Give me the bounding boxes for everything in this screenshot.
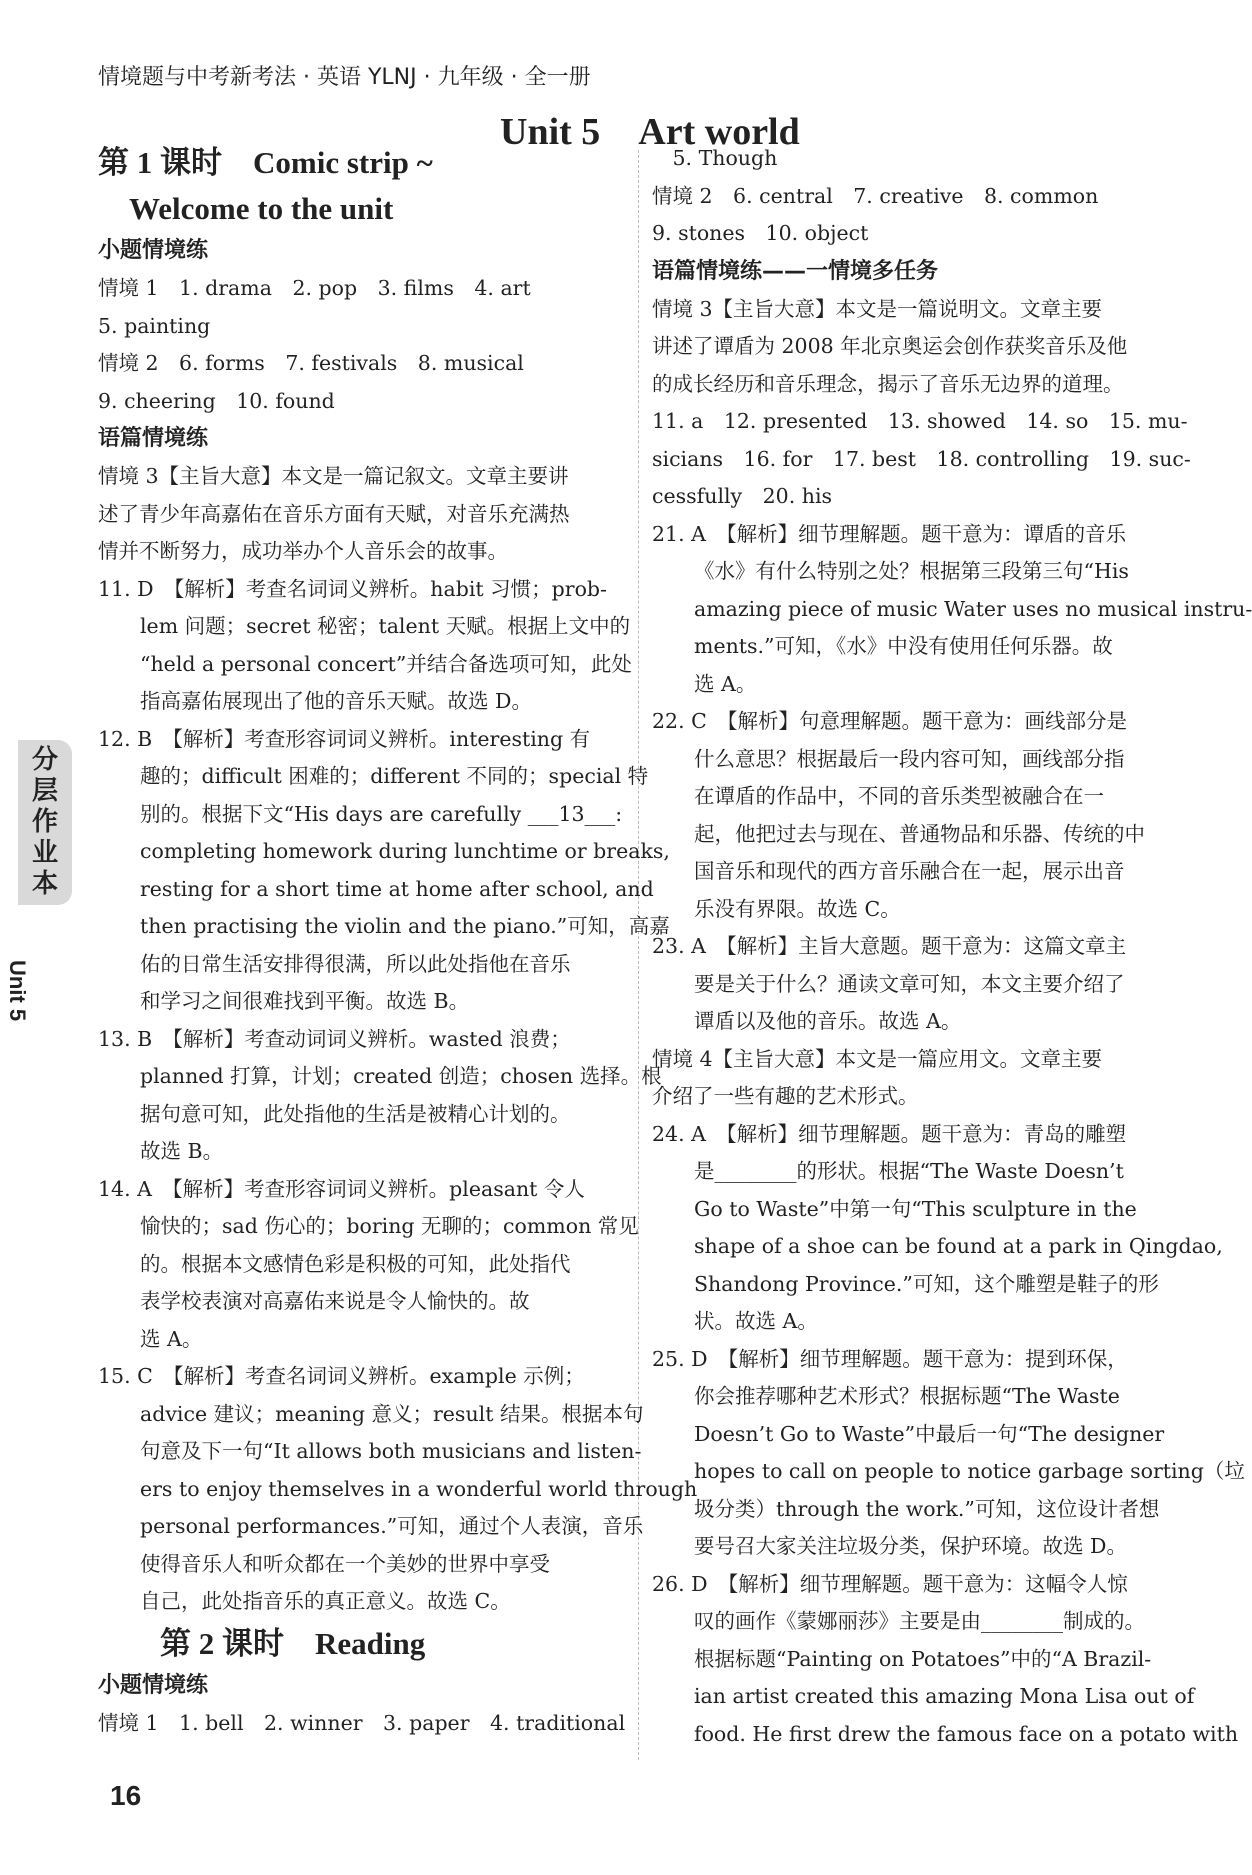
answer-line: planned 打算，计划；created 创造；chosen 选择。根	[140, 1064, 662, 1088]
answer-line: 讲述了谭盾为 2008 年北京奥运会创作获奖音乐及他	[652, 334, 1128, 358]
answer-line: 12. B 【解析】考查形容词词义辨析。interesting 有	[98, 726, 591, 751]
answer-line: 起，他把过去与现在、普通物品和乐器、传统的中	[694, 821, 1145, 846]
answer-line: 25. D 【解析】细节理解题。题干意为：提到环保，	[652, 1346, 1128, 1371]
lesson-heading: Welcome to the unit	[98, 191, 394, 226]
answer-line: 24. A 【解析】细节理解题。题干意为：青岛的雕塑	[652, 1121, 1127, 1146]
answer-line: 11. a 12. presented 13. showed 14. so 15. mu-	[652, 409, 1188, 433]
answer-line: “held a personal concert”并结合备选项可知，此处	[140, 651, 632, 676]
answer-line: 情境 3【主旨大意】本文是一篇说明文。文章主要	[652, 296, 1103, 321]
answer-line: 情境 1 1. bell 2. winner 3. paper 4. traditional	[98, 1710, 626, 1735]
answer-line: amazing piece of music Water uses no musical instru-	[694, 596, 1252, 621]
answer-line: 情境 4【主旨大意】本文是一篇应用文。文章主要	[652, 1046, 1103, 1071]
answer-line: 述了青少年高嘉佑在音乐方面有天赋，对音乐充满热	[98, 501, 570, 526]
answer-line: 佑的日常生活安排得很满，所以此处指他在音乐	[140, 951, 571, 976]
answer-line: 的。根据本文感情色彩是积极的可知，此处指代	[140, 1251, 571, 1276]
unit-title: Unit 5 Art world	[500, 111, 800, 153]
answer-line: 愉快的；sad 伤心的；boring 无聊的；common 常见	[140, 1214, 639, 1238]
side-unit-label: Unit 5	[5, 960, 30, 1022]
answer-line: 情并不断努力，成功举办个人音乐会的故事。	[98, 539, 508, 563]
answer-line: 情境 3【主旨大意】本文是一篇记叙文。文章主要讲	[98, 464, 569, 488]
answer-line: ers to enjoy themselves in a wonderful world through	[140, 1476, 698, 1501]
answer-line: Shandong Province.”可知，这个雕塑是鞋子的形	[694, 1271, 1159, 1296]
answer-line: 13. B 【解析】考查动词词义辨析。wasted 浪费；	[98, 1026, 571, 1051]
answer-line: Go to Waste”中第一句“This sculpture in the	[694, 1196, 1137, 1221]
left-column	[98, 140, 698, 1742]
answer-line: 要是关于什么？通读文章可知，本文主要介绍了	[694, 971, 1125, 996]
answer-line: 的成长经历和音乐理念，揭示了音乐无边界的道理。	[652, 371, 1124, 396]
side-tab-char: 业	[31, 838, 58, 868]
answer-line: hopes to call on people to notice garbage sorting（垃	[694, 1459, 1245, 1483]
answer-line: food. He first drew the famous face on a potato with	[694, 1721, 1239, 1746]
answer-line: 26. D 【解析】细节理解题。题干意为：这幅令人惊	[652, 1571, 1128, 1596]
answer-line: 你会推荐哪种艺术形式？根据标题“The Waste	[694, 1384, 1120, 1408]
section-heading: 小题情境练	[98, 1672, 209, 1698]
side-tab-char: 分	[31, 745, 58, 775]
side-tab-char: 层	[31, 776, 58, 806]
page-number: 16	[110, 1780, 142, 1811]
answer-line: 要号召大家关注垃圾分类，保护环境。故选 D。	[694, 1534, 1127, 1558]
answer-line: 句意及下一句“It allows both musicians and listen-	[140, 1439, 642, 1463]
answer-line: 叹的画作《蒙娜丽莎》主要是由________制成的。	[694, 1609, 1145, 1633]
lesson-heading: 第 1 课时 Comic strip ~	[98, 145, 433, 180]
answer-line: 据句意可知，此处指他的生活是被精心计划的。	[140, 1101, 571, 1126]
section-heading: 语篇情境练	[98, 426, 209, 451]
answer-line: 状。故选 A。	[694, 1309, 818, 1333]
answer-line: shape of a shoe can be found at a park in Qingdao,	[694, 1234, 1223, 1258]
answer-line: 5. Though	[652, 146, 778, 170]
answer-line: 别的。根据下文“His days are carefully ___13___:	[140, 801, 623, 826]
answer-line: completing homework during lunchtime or breaks,	[140, 839, 670, 863]
answer-line: 表学校表演对高嘉佑来说是令人愉快的。故	[140, 1289, 530, 1313]
answer-line: personal performances.”可知，通过个人表演，音乐	[140, 1514, 644, 1538]
side-tab-char: 作	[31, 807, 58, 837]
answer-line: 指高嘉佑展现出了他的音乐天赋。故选 D。	[140, 689, 532, 713]
answer-line: 趣的；difficult 困难的；different 不同的；special 特	[140, 764, 649, 788]
answer-line: 11. D 【解析】考查名词词义辨析。habit 习惯；prob-	[98, 576, 607, 601]
answer-line: sicians 16. for 17. best 18. controlling 19. suc-	[652, 446, 1191, 471]
answer-line: 是________的形状。根据“The Waste Doesn’t	[694, 1159, 1124, 1183]
answer-line: 国音乐和现代的西方音乐融合在一起，展示出音	[694, 859, 1125, 883]
running-header: 情境题与中考新考法 · 英语 YLNJ · 九年级 · 全一册	[98, 65, 591, 90]
answer-line: 情境 1 1. drama 2. pop 3. films 4. art	[98, 276, 531, 300]
answer-line: 故选 B。	[140, 1139, 224, 1163]
right-column	[652, 140, 1252, 1753]
answer-line: ian artist created this amazing Mona Lisa out of	[694, 1684, 1195, 1708]
answer-line: 在谭盾的作品中，不同的音乐类型被融合在一	[694, 784, 1104, 808]
answer-line: 介绍了一些有趣的艺术形式。	[652, 1084, 919, 1108]
answer-line: 根据标题“Painting on Potatoes”中的“A Brazil-	[694, 1646, 1152, 1671]
answer-line: 使得音乐人和听众都在一个美妙的世界中享受	[140, 1551, 550, 1576]
answer-line: 5. painting	[98, 313, 211, 338]
answer-line: 情境 2 6. forms 7. festivals 8. musical	[98, 351, 524, 375]
answer-line: 23. A 【解析】主旨大意题。题干意为：这篇文章主	[652, 934, 1127, 958]
answer-line: 情境 2 6. central 7. creative 8. common	[652, 183, 1099, 208]
answer-line: 和学习之间很难找到平衡。故选 B。	[140, 989, 470, 1013]
answer-line: 谭盾以及他的音乐。故选 A。	[694, 1009, 962, 1033]
answer-line: 9. cheering 10. found	[98, 388, 335, 413]
answer-line: 选 A。	[694, 671, 757, 696]
answer-line: 自己，此处指音乐的真正意义。故选 C。	[140, 1589, 511, 1613]
answer-line: advice 建议；meaning 意义；result 结果。根据本句	[140, 1401, 644, 1426]
answer-line: lem 问题；secret 秘密；talent 天赋。根据上文中的	[140, 614, 631, 638]
answer-line: 圾分类）through the work.”可知，这位设计者想	[694, 1496, 1160, 1521]
answer-line: 9. stones 10. object	[652, 221, 869, 245]
answer-line: Doesn’t Go to Waste”中最后一句“The designer	[694, 1421, 1165, 1446]
answer-line: cessfully 20. his	[652, 484, 833, 508]
answer-line: 什么意思？根据最后一段内容可知，画线部分指	[694, 746, 1125, 771]
section-heading: 小题情境练	[98, 238, 209, 263]
side-tab-char: 本	[31, 869, 58, 899]
answer-line: then practising the violin and the piano.”可知，高嘉	[140, 914, 670, 938]
side-tab	[18, 740, 72, 905]
lesson-heading: 第 2 课时 Reading	[98, 1625, 426, 1661]
answer-line: 14. A 【解析】考查形容词词义辨析。pleasant 令人	[98, 1176, 585, 1201]
answer-line: 15. C 【解析】考查名词词义辨析。example 示例；	[98, 1364, 585, 1388]
answer-line: 乐没有界限。故选 C。	[694, 896, 901, 921]
answer-line: 22. C 【解析】句意理解题。题干意为：画线部分是	[652, 709, 1128, 733]
section-heading: 语篇情境练——一情境多任务	[652, 258, 939, 284]
answer-line: 《水》有什么特别之处？根据第三段第三句“His	[694, 559, 1129, 583]
answer-line: 21. A 【解析】细节理解题。题干意为：谭盾的音乐	[652, 521, 1127, 546]
answer-line: 选 A。	[140, 1326, 203, 1351]
answer-line: ments.”可知，《水》中没有使用任何乐器。故	[694, 634, 1113, 658]
answer-line: resting for a short time at home after school, and	[140, 876, 654, 901]
